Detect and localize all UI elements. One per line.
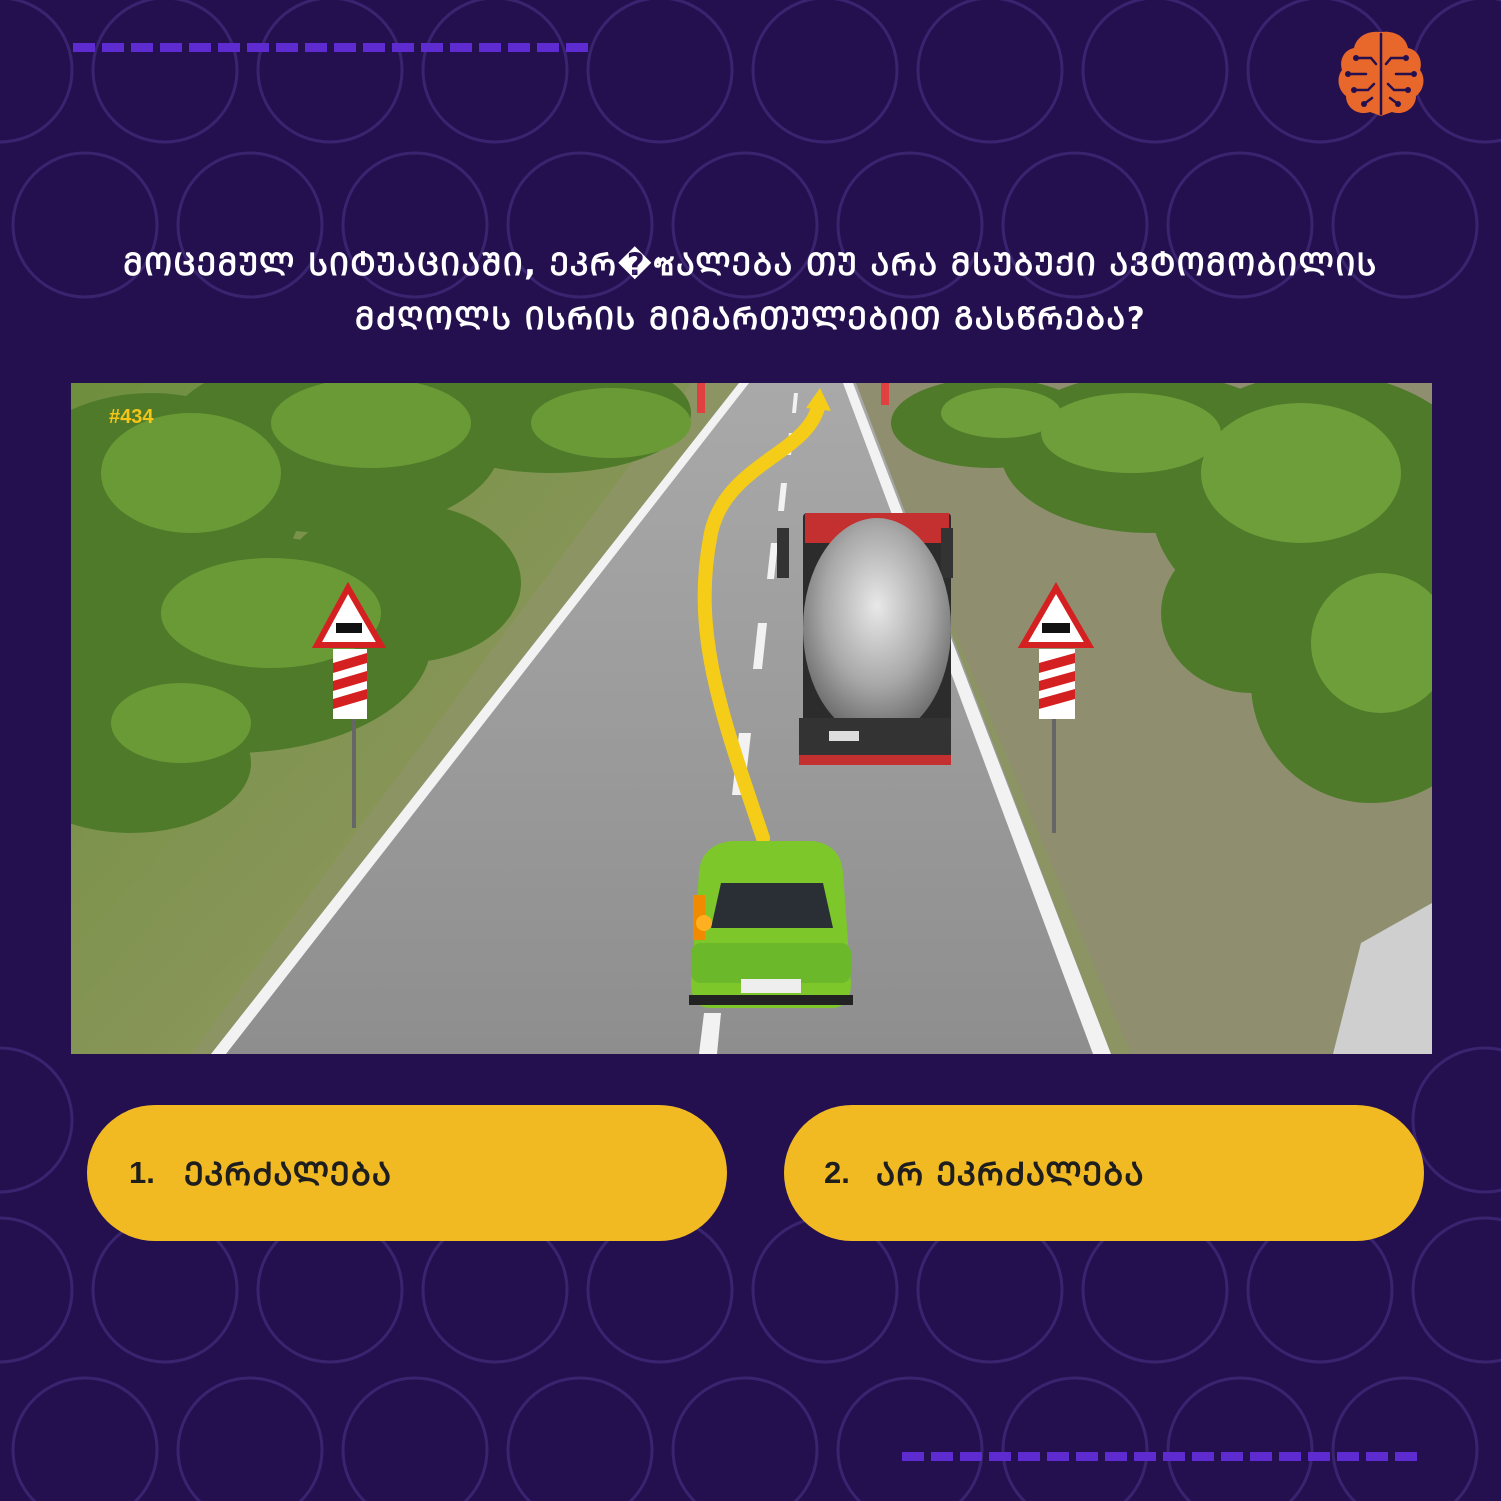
answer-option-2[interactable] xyxy=(784,1105,1424,1241)
question-line-2: ᲛᲫᲦᲝᲚᲡ ᲘᲡᲠᲘᲡ ᲛᲘᲛᲐᲠᲗᲣᲚᲔᲑᲘᲗ ᲒᲐᲡᲬᲠᲔᲑᲐ? xyxy=(354,301,1147,337)
answer-option-1[interactable] xyxy=(87,1105,727,1241)
road-scene-image xyxy=(71,383,1432,1054)
answer-2-number: 2. xyxy=(824,1155,850,1190)
question-text xyxy=(60,238,1441,346)
question-line-1: ᲛᲝᲪᲔᲛᲣᲚ ᲡᲘᲢᲣᲐᲪᲘᲐᲨᲘ, ᲔᲙᲠ�ซᲐᲚᲔᲑᲐ ᲗᲣ ᲐᲠᲐ ᲛᲡᲣᲑᲣᲥᲘ ᲐᲕᲢᲝᲛᲝᲑᲘᲚᲘᲡ xyxy=(123,247,1378,283)
question-number: #434 xyxy=(109,406,154,428)
answer-2-label: ᲐᲠ ᲔᲙᲠᲫᲐᲚᲔᲑᲐ xyxy=(876,1154,1145,1193)
bottom-dash-decoration xyxy=(902,1452,1417,1461)
top-dash-decoration xyxy=(73,43,588,52)
green-car xyxy=(689,841,853,1008)
answer-1-label: ᲔᲙᲠᲫᲐᲚᲔᲑᲐ xyxy=(184,1154,393,1193)
answer-1-number: 1. xyxy=(129,1155,155,1190)
brain-circuit-icon xyxy=(1336,28,1426,120)
tanker-truck xyxy=(777,513,953,765)
